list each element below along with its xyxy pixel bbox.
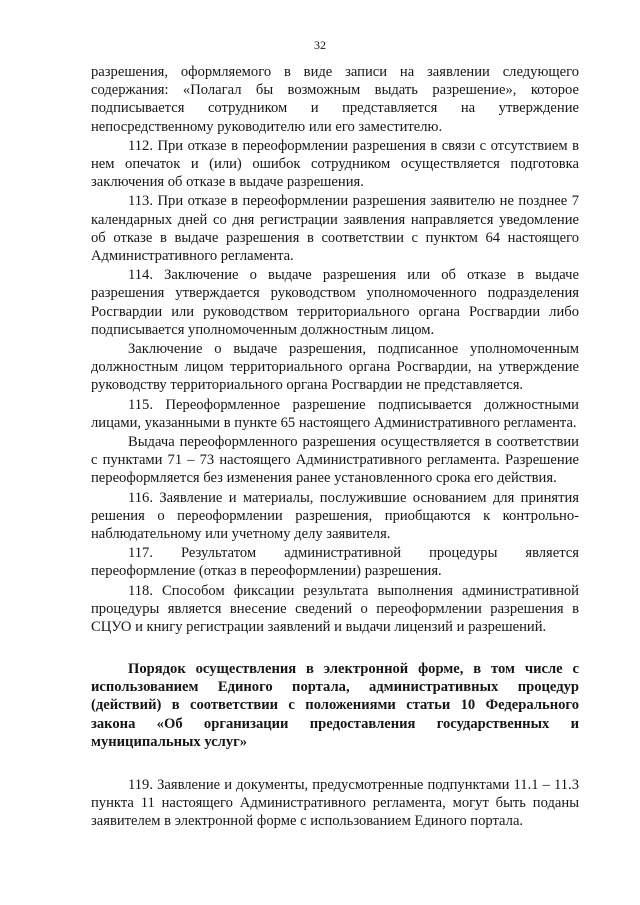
paragraph-115-part-2: Выдача переоформленного разрешения осуществляется в соответствии с пунктами 71 – 73 настоящего Административного регламента. Разрешение переоформляется без изменения ранее установленного срока его действия. — [91, 434, 579, 487]
section-heading: Порядок осуществления в электронной форме, в том числе с использованием Единого портала, административных процедур (действий) в соответствии с положениями статьи 10 Федерального закона «Об организации предоставления государственных и муниципальных услуг» — [91, 661, 579, 750]
body-text — [91, 63, 579, 637]
paragraph-112: 112. При отказе в переоформлении разрешения в связи с отсутствием в нем опечаток и (или) ошибок сотрудником осуществляется подготовка заключения об отказе в выдаче разрешения. — [91, 137, 579, 191]
paragraph-119: 119. Заявление и документы, предусмотренные подпунктами 11.1 – 11.3 пункта 11 настоящего Административного регламента, могут быть поданы заявителем в электронной форме с использованием Единого портала. — [91, 777, 579, 830]
final-text — [91, 776, 579, 832]
paragraph-continuation: разрешения, оформляемого в виде записи на заявлении следующего содержания: «Полагал бы возможным выдать разрешение», которое подписывается сотрудником и представляется на утверждение непосредственному руководителю или его заместителю. — [91, 64, 579, 135]
paragraph-113: 113. При отказе в переоформлении разрешения заявителю не позднее 7 календарных дней со дня регистрации заявления направляется уведомление об отказе в выдаче разрешения в соответствии с пунктом 64 настоящего Административного регламента. — [91, 193, 579, 265]
paragraph-114-part-2: Заключение о выдаче разрешения, подписанное уполномоченным должностным лицом территориального органа Росгвардии, на утверждение руководству территориального органа Росгвардии не представляется. — [91, 341, 579, 394]
page-number: 32 — [314, 38, 326, 52]
paragraph-115: 115. Переоформленное разрешение подписывается должностными лицами, указанными в пункте 65 настоящего Административного регламента. — [91, 396, 579, 431]
paragraph-114: 114. Заключение о выдаче разрешения или об отказе в выдаче разрешения утверждается руководством уполномоченного подразделения Росгвардии или руководством территориального органа Росгвардии либо подписывается уполномоченным должностным лицом. — [91, 267, 579, 338]
paragraph-117: 117. Результатом административной процедуры является переоформление (отказ в переоформлении) разрешения. — [91, 545, 579, 580]
paragraph-116: 116. Заявление и материалы, послужившие основанием для принятия решения о переоформлении разрешения, приобщаются к контрольно-наблюдательному или учетному делу заявителя. — [91, 489, 579, 543]
paragraph-118: 118. Способом фиксации результата выполнения административной процедуры является внесение сведений о переоформлении разрешения в СЦУО и книгу регистрации заявлений и выдачи лицензий и разрешений. — [91, 582, 579, 636]
